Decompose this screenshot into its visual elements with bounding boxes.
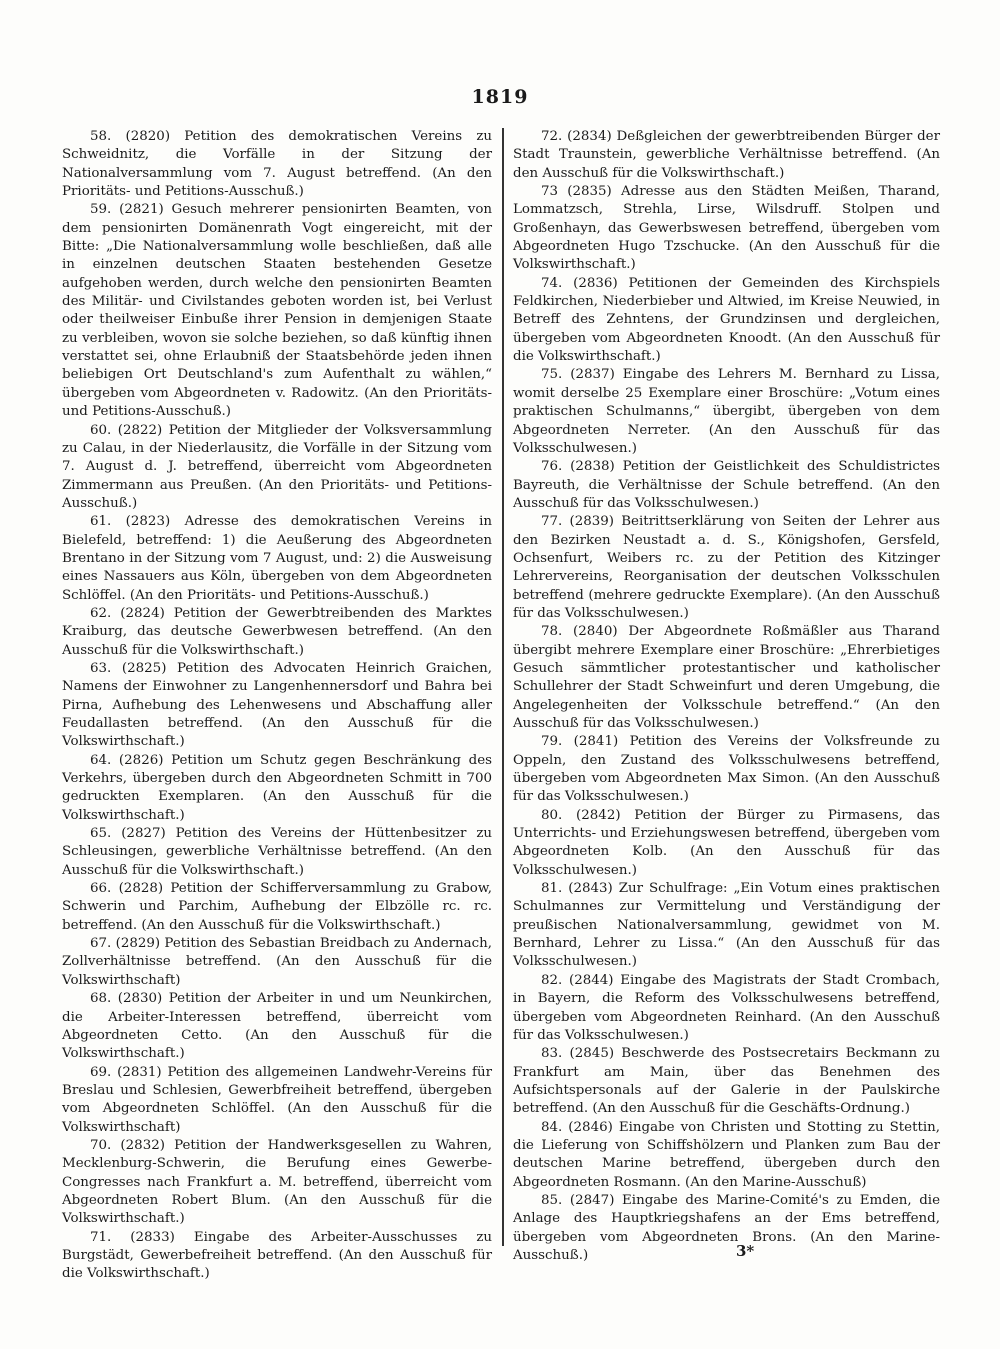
petition-entry: 83. (2845) Beschwerde des Postsecretairs Beckmann zu Frankfurt am Main, über das Benehmen des Aufsichtspersonals auf der Galerie in der Paulskirche betreffend. (An den Ausschuß für die Geschäfts-Ordnung.)	[513, 1046, 940, 1117]
petition-entry: 72. (2834) Deßgleichen der gewerbtreibenden Bürger der Stadt Traunstein, gewerbliche Verhältnisse betreffend. (An den Ausschuß für die Volkswirthschaft.)	[513, 129, 940, 181]
petition-entry: 71. (2833) Eingabe des Arbeiter-Ausschusses zu Burgstädt, Gewerbefreiheit betreffend. (An den Ausschuß für die Volkswirthschaft.)	[62, 1229, 492, 1282]
petition-entry: 60. (2822) Petition der Mitglieder der Volksversammlung zu Calau, in der Niederlausitz, die Vorfälle in der Sitzung vom 7. August d. J. betreffend, überreicht vom Abgeordneten Zimmermann aus Preußen. (An den Prioritäts- und Petitions-Ausschuß.)	[62, 422, 492, 511]
petition-entry: 65. (2827) Petition des Vereins der Hüttenbesitzer zu Schleusingen, gewerbliche Verhältnisse betreffend. (An den Ausschuß für die Volkswirthschaft.)	[62, 826, 492, 878]
petition-entry: 59. (2821) Gesuch mehrerer pensionirten Beamten, von dem pensionirten Domänenrath Vogt eingereicht, mit der Bitte: „Die Nationalversammlung wolle beschließen, daß alle in einzelnen deutschen Staaten bestehenden Gesetze aufgehoben werden, durch welche den pensionirten Beamten des Militär- und Civilstandes geboten worden ist, bei Verlust oder theilweiser Einbuße ihrer Pension in demjenigen Staate zu verbleiben, wovon sie solche beziehen, so daß künftig ihnen verstattet sei, ohne Erlaubniß der Staatsbehörde jeden ihnen beliebigen Ort Deutschland's zum Aufenthalt zu wählen,“ übergeben vom Abgeordneten v. Radowitz. (An den Prioritäts- und Petitions-Ausschuß.)	[62, 202, 492, 420]
petition-entry: 81. (2843) Zur Schulfrage: „Ein Votum eines praktischen Schulmannes zur Vermittelung und Verständigung der preußischen Nationalversammlung, gewidmet von M. Bernhard, Lehrer zu Lissa.“ (An den Ausschuß für das Volksschulwesen.)	[513, 881, 940, 970]
petition-entry: 82. (2844) Eingabe des Magistrats der Stadt Crombach, in Bayern, die Reform des Volksschulwesens betreffend, übergeben vom Abgeordneten Reinhard. (An den Ausschuß für das Volksschulwesen.)	[513, 972, 940, 1043]
petition-entry: 75. (2837) Eingabe des Lehrers M. Bernhard zu Lissa, womit derselbe 25 Exemplare einer Broschüre: „Votum eines praktischen Schulmanns,“ übergibt, übergeben von dem Abgeordneten Nerreter. (An den Ausschuß für das Volksschulwesen.)	[513, 367, 940, 456]
petition-entry: 78. (2840) Der Abgeordnete Roßmäßler aus Tharand übergibt mehrere Exemplare einer Broschüre: „Ehrerbietiges Gesuch sämmtlicher protestantischer und katholischer Schullehrer der Stadt Schweinfurt und deren Umgebung, die Angelegenheiten der Volksschule betreffend.“ (An den Ausschuß für das Volksschulwesen.)	[513, 624, 940, 731]
petition-entry: 70. (2832) Petition der Handwerksgesellen zu Wahren, Mecklenburg-Schwerin, die Berufung eines Gewerbe-Congresses nach Frankfurt a. M. betreffend, überreicht vom Abgeordneten Robert Blum. (An den Ausschuß für die Volkswirthschaft.)	[62, 1137, 492, 1227]
petition-entry: 63. (2825) Petition des Advocaten Heinrich Graichen, Namens der Einwohner zu Langenhennersdorf und Bahra bei Pirna, Aufhebung des Lehenwesens und Abschaffung aller Feudallasten betreffend. (An den Ausschuß für die Volkswirthschaft.)	[62, 660, 492, 750]
right-column	[513, 128, 940, 1265]
petition-entry: 61. (2823) Adresse des demokratischen Vereins in Bielefeld, betreffend: 1) die Aeußerung des Abgeordneten Brentano in der Sitzung vom 7 August, und: 2) die Ausweisung eines Nassauers aus Köln, übergeben von dem Abgeordneten Schlöffel. (An den Prioritäts- und Petitions-Ausschuß.)	[62, 514, 492, 603]
petition-entry: 80. (2842) Petition der Bürger zu Pirmasens, das Unterrichts- und Erziehungswesen betreffend, übergeben vom Abgeordneten Kolb. (An den Ausschuß für das Volksschulwesen.)	[513, 807, 940, 878]
petition-entry: 74. (2836) Petitionen der Gemeinden des Kirchspiels Feldkirchen, Niederbieber und Altwied, im Kreise Neuwied, in Betreff des Zehntens, der Grundzinsen und dergleichen, übergeben vom Abgeordneten Knoodt. (An den Ausschuß für die Volkswirthschaft.)	[513, 275, 940, 365]
column-divider	[502, 128, 504, 1246]
petition-entry: 79. (2841) Petition des Vereins der Volksfreunde zu Oppeln, den Zustand des Volksschulwesens betreffend, übergeben vom Abgeordneten Max Simon. (An den Ausschuß für das Volksschulwesen.)	[513, 734, 940, 805]
petition-entry: 64. (2826) Petition um Schutz gegen Beschränkung des Verkehrs, übergeben durch den Abgeordneten Schmitt in 700 gedruckten Exemplaren. (An den Ausschuß für die Volkswirthschaft.)	[62, 752, 492, 823]
left-column	[62, 128, 492, 1284]
petition-entry: 69. (2831) Petition des allgemeinen Landwehr-Vereins für Breslau und Schlesien, Gewerbfreiheit betreffend, übergeben vom Abgeordneten Schlöffel. (An den Ausschuß für die Volkswirthschaft)	[62, 1064, 492, 1135]
petition-entry: 76. (2838) Petition der Geistlichkeit des Schuldistrictes Bayreuth, die Verhältnisse der Schule betreffend. (An den Ausschuß für das Volksschulwesen.)	[513, 459, 940, 511]
petition-entry: 58. (2820) Petition des demokratischen Vereins zu Schweidnitz, die Vorfälle in der Sitzung der Nationalversammlung vom 7. August betreffend. (An den Prioritäts- und Petitions-Ausschuß.)	[62, 129, 492, 200]
petition-entry: 73 (2835) Adresse aus den Städten Meißen, Tharand, Lommatzsch, Strehla, Lirse, Wilsdruff. Stolpen und Großenhayn, das Gewerbswesen betreffend, übergeben vom Abgeordneten Hugo Tzschucke. (An den Ausschuß für die Volkswirthschaft.)	[513, 184, 940, 273]
page-number: 1819	[471, 86, 529, 108]
petition-entry: 66. (2828) Petition der Schifferversammlung zu Grabow, Schwerin und Parchim, Aufhebung der Elbzölle rc. rc. betreffend. (An den Ausschuß für die Volkswirthschaft.)	[62, 881, 492, 933]
petition-entry: 85. (2847) Eingabe des Marine-Comité's zu Emden, die Anlage des Hauptkriegshafens an der Ems betreffend, übergeben vom Abgeordneten Brons. (An den Marine-Ausschuß.)	[513, 1192, 940, 1263]
signature-mark: 3*	[736, 1242, 755, 1260]
petition-entry: 77. (2839) Beitrittserklärung von Seiten der Lehrer aus den Bezirken Neustadt a. d. S., Königshofen, Gersfeld, Ochsenfurt, Weibers rc. zu der Petition des Kitzinger Lehrervereins, Reorganisation der deutschen Volksschulen betreffend (mehrere gedruckte Exemplare). (An den Ausschuß für das Volksschulwesen.)	[513, 514, 940, 621]
petition-entry: 62. (2824) Petition der Gewerbtreibenden des Marktes Kraiburg, das deutsche Gewerbwesen betreffend. (An den Ausschuß für die Volkswirthschaft.)	[62, 605, 492, 658]
petition-entry: 84. (2846) Eingabe von Christen und Stotting zu Stettin, die Lieferung von Schiffshölzern und Planken zum Bau der deutschen Marine betreffend, übergeben durch den Abgeordneten Rosmann. (An den Marine-Ausschuß)	[513, 1119, 940, 1190]
petition-entry: 68. (2830) Petition der Arbeiter in und um Neunkirchen, die Arbeiter-Interessen betreffend, überreicht vom Abgeordneten Cetto. (An den Ausschuß für die Volkswirthschaft.)	[62, 991, 492, 1062]
petition-entry: 67. (2829) Petition des Sebastian Breidbach zu Andernach, Zollverhältnisse betreffend. (An den Ausschuß für die Volkswirthschaft)	[62, 936, 492, 988]
